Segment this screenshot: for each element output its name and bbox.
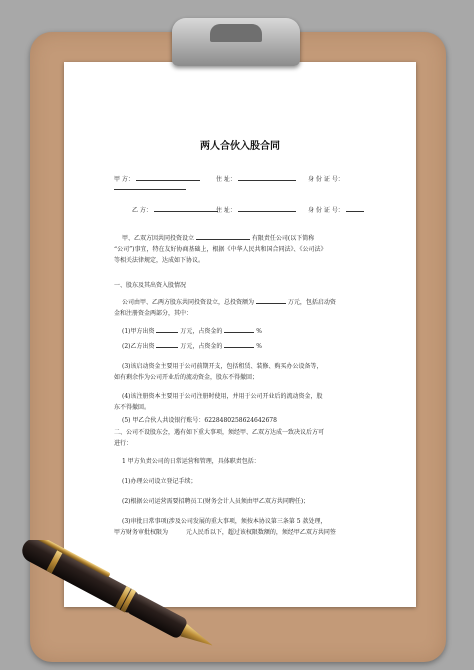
party-a-id-row <box>308 174 344 183</box>
pen-nib <box>180 624 216 652</box>
party-b-address-blank <box>238 205 296 212</box>
paragraph-1-line-2: 金和注册资金两部分，其中： <box>114 310 193 317</box>
contract-page <box>64 62 416 607</box>
section-heading-2-line-1: 二、公司不设股东会，遇有如下重大事项，须经甲、乙双方达成一致决议后方可 <box>114 429 325 436</box>
party-a-underline <box>114 183 186 192</box>
duty-1-2: (2)根据公司运营需要招聘员工(财务会计人员须由甲乙双方共同聘任)； <box>122 498 310 505</box>
party-a-blank <box>136 174 200 181</box>
party-b-id-row <box>308 205 364 214</box>
page-title: 两人合伙入股合同 <box>200 141 280 152</box>
intro-line-1: 甲、乙双方因共同投资设立 有限责任公司(以下简称 <box>122 235 315 242</box>
party-b-id-label: 身 份 证 号： <box>308 207 344 214</box>
party-a-row <box>114 174 200 183</box>
party-b-label: 乙 方： <box>132 207 152 214</box>
party-b-address-label: 住 址： <box>216 207 236 214</box>
item-2: (2)乙方出资 万元，占资金的 % <box>122 343 262 350</box>
clipboard-clip <box>172 18 300 66</box>
item-4-line-2: 东不得撤回。 <box>114 404 151 411</box>
pen-body <box>125 592 188 640</box>
fountain-pen-image <box>0 540 240 670</box>
duty-1-3-line-1: (3)审批日常事项(涉及公司发展的重大事项，须按本协议第三条第 5 款处理， <box>122 518 327 525</box>
intro-line-2: “公司”)事宜，特在友好协商基础上，根据《中华人民共和国合同法》、《公司法》 <box>114 246 327 253</box>
item-1: (1)甲方出资 万元，占资金的 % <box>122 328 262 335</box>
party-b-row <box>132 205 218 214</box>
item-3-line-2: 如有剩余作为公司开业后的流动资金，股东不得撤回； <box>114 374 259 381</box>
item-5: (5) 甲乙合伙人共设银行账号：6228480258624642678 <box>122 417 277 424</box>
party-b-blank <box>154 205 218 212</box>
paragraph-1-line-1: 公司由甲、乙两方股东共同投资设立，总投资额为 万元，包括启动资 <box>122 299 336 306</box>
party-a-label: 甲 方： <box>114 176 134 183</box>
party-a-address-blank <box>238 174 296 181</box>
item-4-line-1: (4)该注册资本主要用于公司注册时使用，并用于公司开业后的流动资金，股 <box>122 393 323 400</box>
duty-1-3-line-2: 甲方财务审批权限为 元人民币以下，超过该权限数额的，须经甲乙双方共同签 <box>114 529 336 536</box>
party-a-address-row <box>216 174 296 183</box>
section-heading-2-line-2: 进行： <box>114 440 133 447</box>
party-a-id-label: 身 份 证 号： <box>308 176 344 183</box>
party-b-address-row <box>216 205 296 214</box>
intro-line-3: 等相关法律规定，达成如下协议。 <box>114 257 205 264</box>
item-3-line-1: (3)该启动资金主要用于公司前期开支，包括租赁、装修、购买办公设备等， <box>122 363 323 370</box>
section-heading-1: 一、股东及其出资入股情况 <box>114 282 187 289</box>
duty-1-1: (1)办理公司设立登记手续； <box>122 478 197 485</box>
party-a-address-label: 住 址： <box>216 176 236 183</box>
duty-1: 1 甲方负责公司的日常运营和管理，具体职责包括： <box>122 458 260 465</box>
